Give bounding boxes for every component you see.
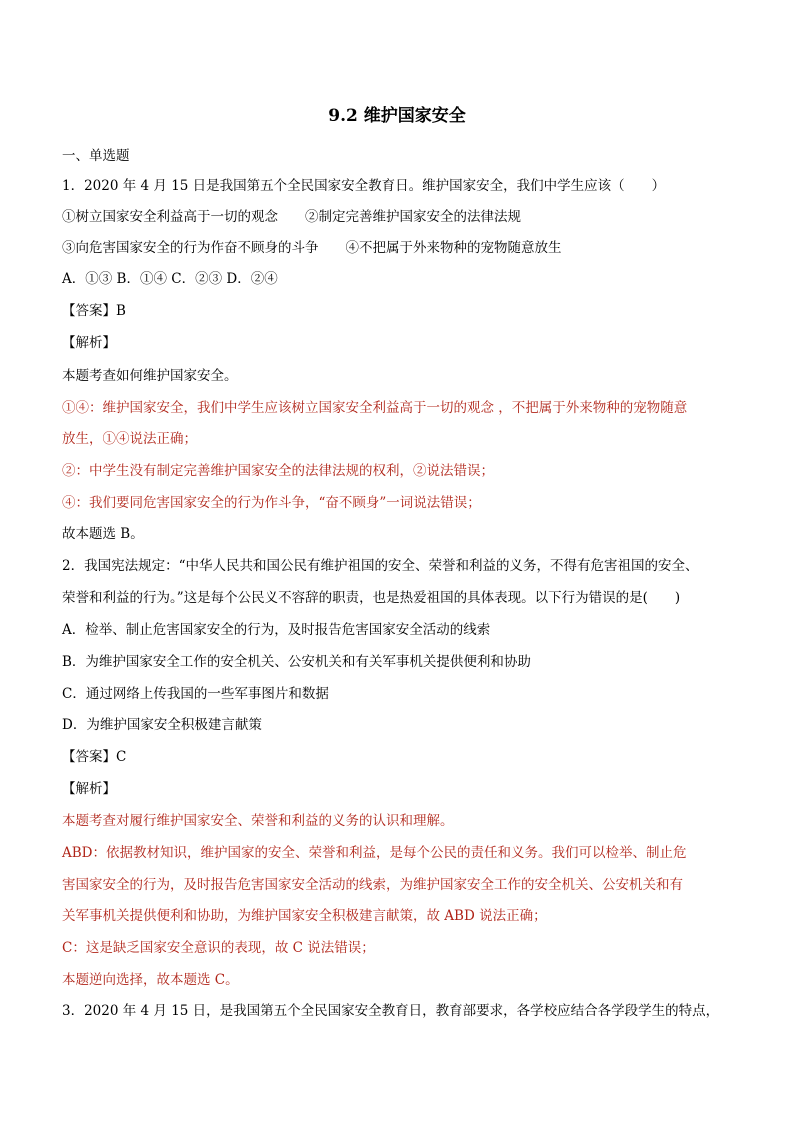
question-1-analysis-label: 【解析】 [62, 335, 116, 351]
question-1-analysis-2: ①④：维护国家安全，我们中学生应该树立国家安全利益高于一切的观念 ，不把属于外来物种的宠物随意 [62, 400, 688, 416]
question-1-choices: A．①③ B．①④ C．②③ D．②④ [62, 271, 278, 287]
question-1-analysis-4: ②：中学生没有制定完善维护国家安全的法律法规的权利，②说法错误； [62, 463, 494, 479]
question-2-option-b: B．为维护国家安全工作的安全机关、公安机关和有关军事机关提供便利和协助 [62, 654, 531, 670]
question-2-stem-line-1: 2．我国宪法规定：“中华人民共和国公民有维护祖国的安全、荣誉和利益的义务，不得有危害祖国的安全、 [62, 558, 699, 574]
question-2-option-c: C．通过网络上传我国的一些军事图片和数据 [62, 686, 329, 702]
page-title: 9.2 维护国家安全 [328, 106, 466, 126]
question-1-analysis-5: ④：我们要同危害国家安全的行为作斗争，“奋不顾身”一词说法错误； [62, 495, 481, 511]
question-2-option-a: A．检举、制止危害国家安全的行为，及时报告危害国家安全活动的线索 [62, 622, 491, 638]
question-2-stem-line-2: 荣誉和利益的行为。”这是每个公民义不容辞的职责，也是热爱祖国的具体表现。以下行为错误的是( ) [62, 590, 681, 606]
question-2-analysis-6: 本题逆向选择，故本题选 C。 [62, 972, 239, 988]
question-2-option-d: D．为维护国家安全积极建言献策 [62, 717, 262, 733]
question-1-stem: 1．2020 年 4 月 15 日是我国第五个全民国家安全教育日。维护国家安全，我们中学生应该（ ） [62, 178, 666, 194]
question-3-stem-line-1: 3．2020 年 4 月 15 日，是我国第五个全民国家安全教育日，教育部要求，各学校应结合各学段学生的特点， [62, 1003, 720, 1019]
question-2-analysis-5: C：这是缺乏国家安全意识的表现，故 C 说法错误； [62, 940, 375, 956]
question-1-analysis-1: 本题考查如何维护国家安全。 [62, 368, 238, 384]
section-heading: 一、单选题 [62, 148, 130, 164]
question-2-answer: 【答案】C [62, 749, 127, 765]
question-2-analysis-4: 关军事机关提供便利和协助，为维护国家安全积极建言献策，故 ABD 说法正确； [62, 908, 547, 924]
question-1-analysis-6: 故本题选 B。 [62, 526, 144, 542]
question-1-analysis-3: 放生，①④说法正确； [62, 431, 197, 447]
question-2-analysis-3: 害国家安全的行为，及时报告危害国家安全活动的线索，为维护国家安全工作的安全机关、公安机关和有 [62, 877, 683, 893]
question-2-analysis-1: 本题考查对履行维护国家安全、荣誉和利益的义务的认识和理解。 [62, 813, 454, 829]
question-1-options-line-2: ③向危害国家安全的行为作奋不顾身的斗争 ④不把属于外来物种的宠物随意放生 [62, 240, 562, 256]
question-1-answer: 【答案】B [62, 303, 126, 319]
question-2-analysis-label: 【解析】 [62, 781, 116, 797]
question-1-options-line-1: ①树立国家安全利益高于一切的观念 ②制定完善维护国家安全的法律法规 [62, 209, 521, 225]
question-2-analysis-2: ABD：依据教材知识，维护国家的安全、荣誉和利益，是每个公民的责任和义务。我们可以检举、制止危 [62, 845, 687, 861]
